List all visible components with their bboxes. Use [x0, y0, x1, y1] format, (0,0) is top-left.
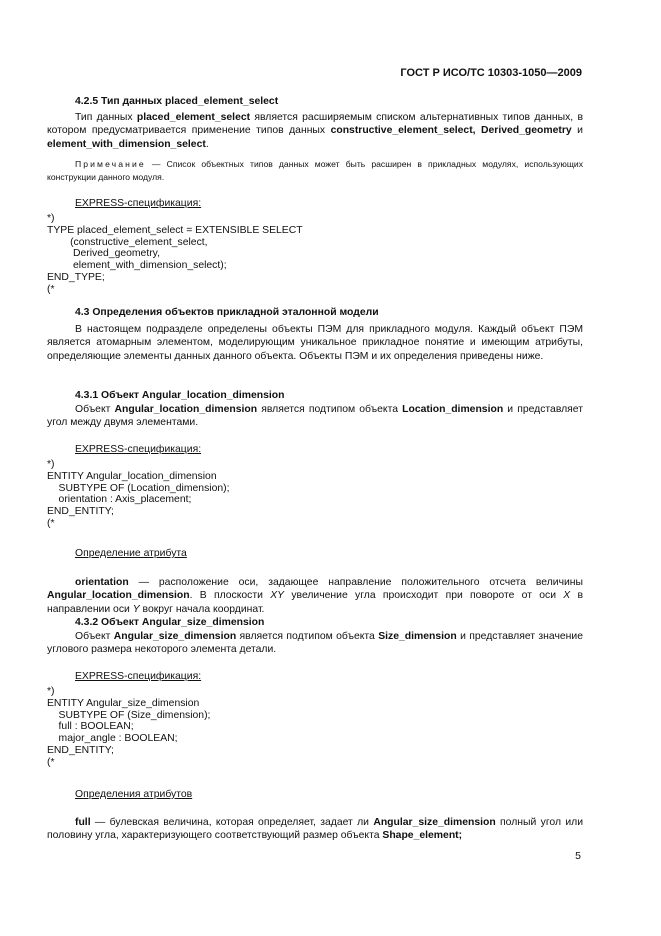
paragraph-arm-definitions: В настоящем подразделе определены объекты ПЭМ для прикладного модуля. Каждый объект ПЭМ является атомарным элементом, моделирующим уникальное прикладное понятие и имеющим атрибуты, определяющие элементы данных данного объекта. Объекты ПЭМ и их определения приведены ниже. [47, 324, 583, 362]
note-label: Примечание [75, 159, 146, 169]
paragraph-angular-size-dimension: Объект Angular_size_dimension является подтипом объекта Size_dimension и представляет значение углового размера некоторого элемента детали. [47, 631, 583, 656]
express-label-placed-element-select: EXPRESS-спецификация: [75, 198, 202, 209]
express-code-angular-size-dimension: *) ENTITY Angular_size_dimension SUBTYPE OF (Size_dimension); full : BOOLEAN; major_angle : BOOLEAN; END_ENTITY; (* [47, 686, 211, 768]
attributes-definitions-label: Определения атрибутов [75, 789, 193, 800]
page-number: 5 [575, 850, 581, 862]
express-label-angular-location-dimension: EXPRESS-спецификация: [75, 444, 202, 455]
attribute-orientation-definition: orientation — расположение оси, задающее направление положительного отсчета величины Angular_location_dimension. В плоскости XY увеличение угла происходит при повороте от оси X в направлении оси Y вокруг начала координат. [47, 577, 583, 615]
section-heading-4-3-2: 4.3.2 Объект Angular_size_dimension [75, 617, 265, 628]
section-heading-4-3-1: 4.3.1 Объект Angular_location_dimension [75, 390, 285, 401]
attribute-definition-label: Определение атрибута [75, 548, 187, 559]
attribute-full-definition: full — булевская величина, которая определяет, задает ли Angular_size_dimension полный угол или половину угла, характеризующего соответствующий размер объекта Shape_element; [47, 817, 583, 842]
paragraph-angular-location-dimension: Объект Angular_location_dimension является подтипом объекта Location_dimension и представляет угол между двумя элементами. [47, 404, 583, 429]
express-code-angular-location-dimension: *) ENTITY Angular_location_dimension SUBTYPE OF (Location_dimension); orientation : Axis_placement; END_ENTITY; (* [47, 459, 230, 529]
section-heading-4-3: 4.3 Определения объектов прикладной эталонной модели [75, 307, 379, 318]
note-paragraph: Примечание — Список объектных типов данных может быть расширен в прикладных модулях, использующих конструкции данного модуля. [47, 159, 583, 182]
document-header: ГОСТ Р ИСО/ТС 10303-1050—2009 [400, 67, 582, 79]
express-label-angular-size-dimension: EXPRESS-спецификация: [75, 671, 202, 682]
express-code-placed-element-select: *) TYPE placed_element_select = EXTENSIBLE SELECT (constructive_element_select, Derived_geometry, element_with_dimension_select); END_TYPE; (* [47, 213, 303, 295]
section-heading-4-2-5: 4.2.5 Тип данных placed_element_select [75, 96, 279, 107]
paragraph-placed-element-select: Тип данных placed_element_select является расширяемым списком альтернативных типов данных, в котором предусматривается применение типов данных constructive_element_select, Derived_geometry и element_with_dimension_select. [47, 112, 583, 150]
